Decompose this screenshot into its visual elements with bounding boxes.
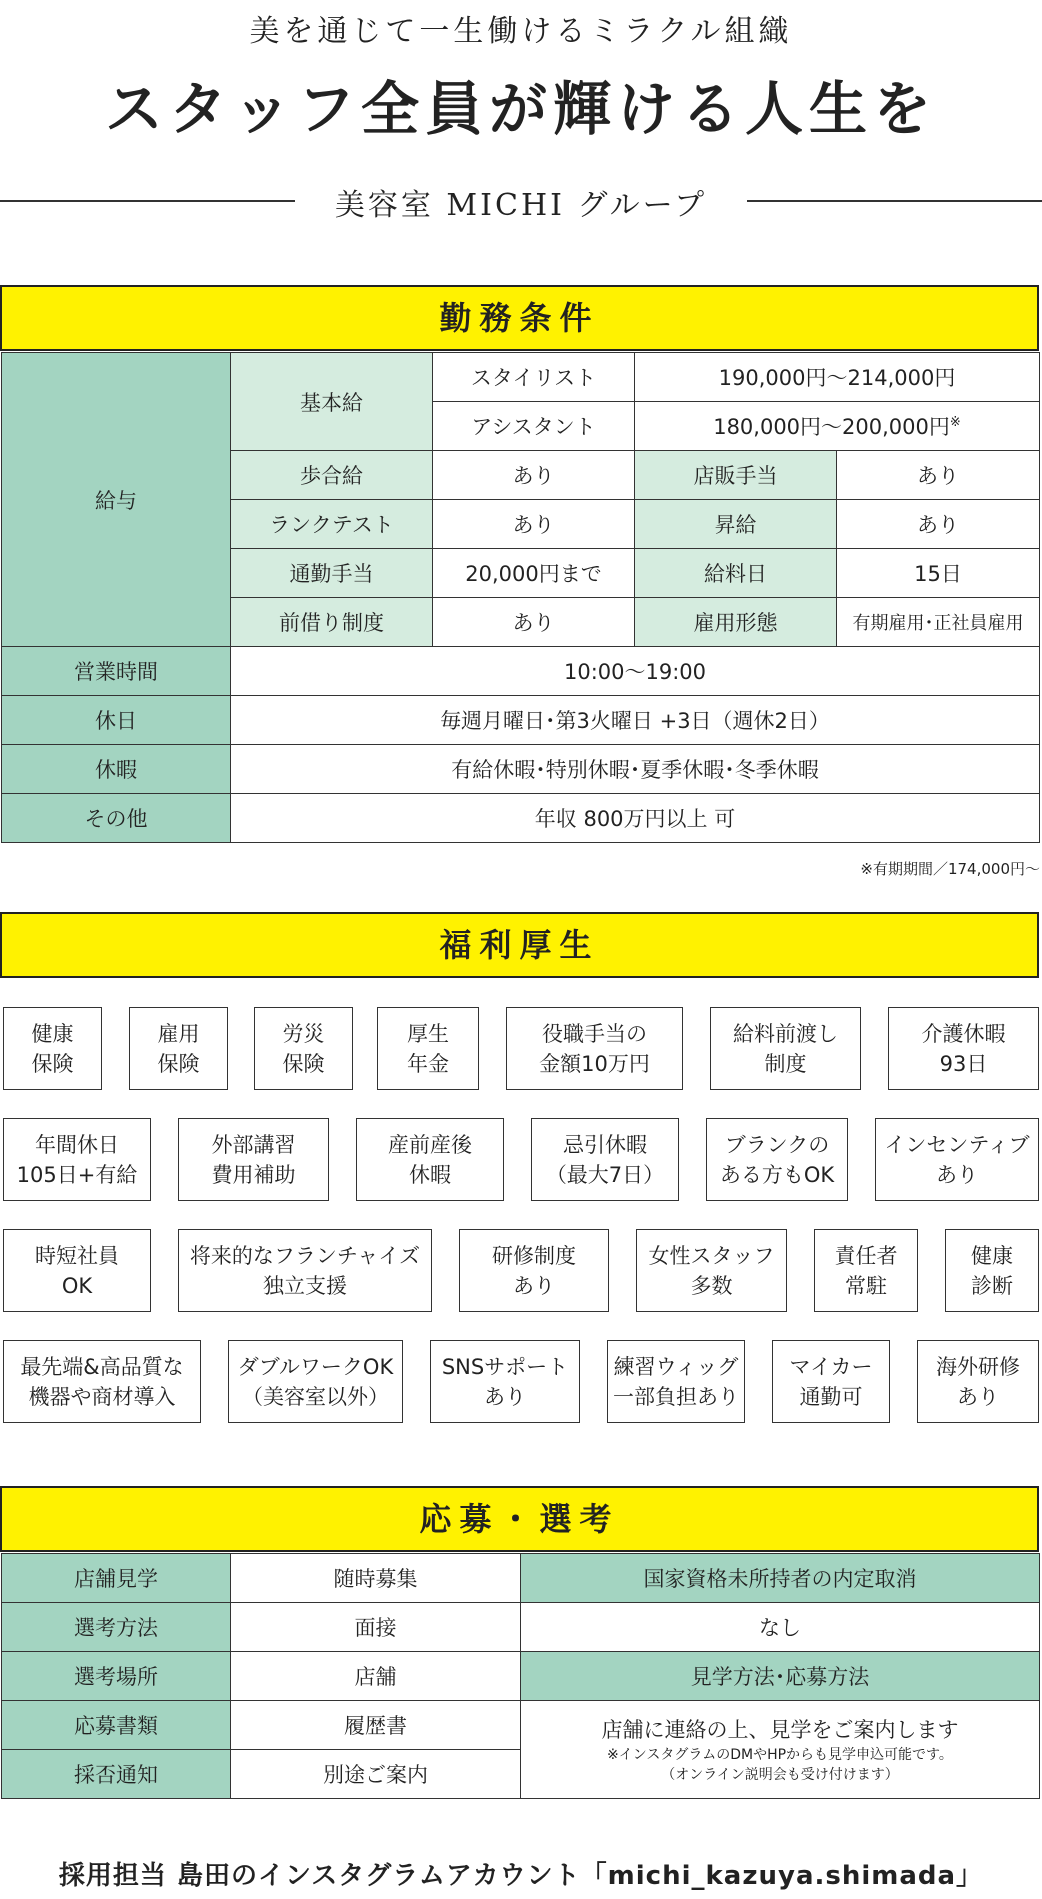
welfare-item: 外部講習 費用補助 [178, 1118, 329, 1201]
apply-label: 応募書類 [2, 1701, 231, 1750]
row-label: 店販手当 [635, 451, 837, 500]
row-value: 有期雇用･正社員雇用 [837, 598, 1040, 647]
welfare-item: 時短社員 OK [3, 1229, 151, 1312]
apply-value: 店舗 [231, 1652, 521, 1701]
apply-method-main: 店舗に連絡の上、見学をご案内します [601, 1717, 959, 1742]
holiday-value: 毎週月曜日･第3火曜日 +3日（週休2日） [231, 696, 1040, 745]
apply-value: 別途ご案内 [231, 1750, 521, 1799]
row-label: 通勤手当 [231, 549, 433, 598]
row-value: あり [433, 451, 635, 500]
instagram-account: 採用担当 島田のインスタグラムアカウント「michi_kazuya.shimada」 [58, 1861, 984, 1891]
row-label: 昇給 [635, 500, 837, 549]
brand-name: 美容室 MICHI グループ [334, 188, 708, 223]
row-value: 20,000円まで [433, 549, 635, 598]
welfare-item: ダブルワークOK （美容室以外） [228, 1340, 403, 1423]
row-value: あり [433, 500, 635, 549]
welfare-item: 給料前渡し 制度 [710, 1007, 861, 1090]
welfare-item: ブランクの ある方もOK [706, 1118, 848, 1201]
apply-value: 履歴書 [231, 1701, 521, 1750]
apply-right-head: 国家資格未所持者の内定取消 [521, 1554, 1040, 1603]
welfare-item: 役職手当の 金額10万円 [506, 1007, 683, 1090]
welfare-item: 研修制度 あり [459, 1229, 609, 1312]
row-label: 雇用形態 [635, 598, 837, 647]
hours-value: 10:00〜19:00 [231, 647, 1040, 696]
salary-label: 給与 [2, 353, 231, 647]
apply-right-head: 見学方法･応募方法 [521, 1652, 1040, 1701]
welfare-item: 健康 診断 [945, 1229, 1039, 1312]
row-label: 前借り制度 [231, 598, 433, 647]
apply-label: 店舗見学 [2, 1554, 231, 1603]
welfare-item: インセンティブ あり [875, 1118, 1039, 1201]
base-pay-label: 基本給 [231, 353, 433, 451]
welfare-item: マイカー 通勤可 [772, 1340, 890, 1423]
assistant-note-mark: ※ [949, 415, 961, 430]
row-label: 歩合給 [231, 451, 433, 500]
page-title: スタッフ全員が輝ける人生を [104, 75, 937, 143]
row-value: あり [837, 451, 1040, 500]
assistant-pay-cell [635, 402, 1040, 451]
apply-value: 面接 [231, 1603, 521, 1652]
apply-banner: 応募・選考 [0, 1486, 1039, 1552]
conditions-table [1, 352, 1040, 843]
row-value: 15日 [837, 549, 1040, 598]
leave-value: 有給休暇･特別休暇･夏季休暇･冬季休暇 [231, 745, 1040, 794]
apply-method-detail [521, 1701, 1040, 1799]
row-label: ランクテスト [231, 500, 433, 549]
divider-right [747, 200, 1042, 202]
row-value: あり [433, 598, 635, 647]
tagline: 美を通じて一生働けるミラクル組織 [249, 14, 793, 49]
welfare-item: 練習ウィッグ 一部負担あり [607, 1340, 745, 1423]
stylist-pay: 190,000円〜214,000円 [635, 353, 1040, 402]
holiday-label: 休日 [2, 696, 231, 745]
apply-table [1, 1553, 1040, 1799]
welfare-item: 労災 保険 [254, 1007, 353, 1090]
welfare-item: 年間休日 105日+有給 [3, 1118, 151, 1201]
salary-note: ※有期期間／174,000円〜 [860, 860, 1040, 878]
assistant-pay: 180,000円〜200,000円 [713, 415, 950, 439]
welfare-item: 最先端&高品質な 機器や商材導入 [3, 1340, 201, 1423]
welfare-item: 責任者 常駐 [814, 1229, 918, 1312]
apply-right-value: なし [521, 1603, 1040, 1652]
other-label: その他 [2, 794, 231, 843]
welfare-banner: 福利厚生 [0, 912, 1039, 978]
conditions-banner: 勤務条件 [0, 285, 1039, 351]
welfare-item: 健康 保険 [3, 1007, 102, 1090]
welfare-item: 厚生 年金 [377, 1007, 479, 1090]
row-label: 給料日 [635, 549, 837, 598]
apply-label: 選考場所 [2, 1652, 231, 1701]
welfare-item: 将来的なフランチャイズ 独立支援 [178, 1229, 432, 1312]
apply-value: 随時募集 [231, 1554, 521, 1603]
welfare-item: 忌引休暇 （最大7日） [531, 1118, 679, 1201]
welfare-item: 女性スタッフ 多数 [636, 1229, 787, 1312]
apply-method-note: （オンライン説明会も受け付けます） [661, 1766, 899, 1783]
row-value: あり [837, 500, 1040, 549]
welfare-item: 海外研修 あり [917, 1340, 1039, 1423]
apply-label: 選考方法 [2, 1603, 231, 1652]
apply-label: 採否通知 [2, 1750, 231, 1799]
assistant-label: アシスタント [433, 402, 635, 451]
other-value: 年収 800万円以上 可 [231, 794, 1040, 843]
apply-method-note: ※インスタグラムのDMやHPからも見学申込可能です。 [607, 1746, 953, 1763]
leave-label: 休暇 [2, 745, 231, 794]
stylist-label: スタイリスト [433, 353, 635, 402]
brand-row [0, 178, 1042, 224]
welfare-item: 介護休暇 93日 [888, 1007, 1039, 1090]
welfare-item: 雇用 保険 [129, 1007, 228, 1090]
welfare-item: SNSサポート あり [430, 1340, 580, 1423]
hours-label: 営業時間 [2, 647, 231, 696]
welfare-item: 産前産後 休暇 [356, 1118, 504, 1201]
